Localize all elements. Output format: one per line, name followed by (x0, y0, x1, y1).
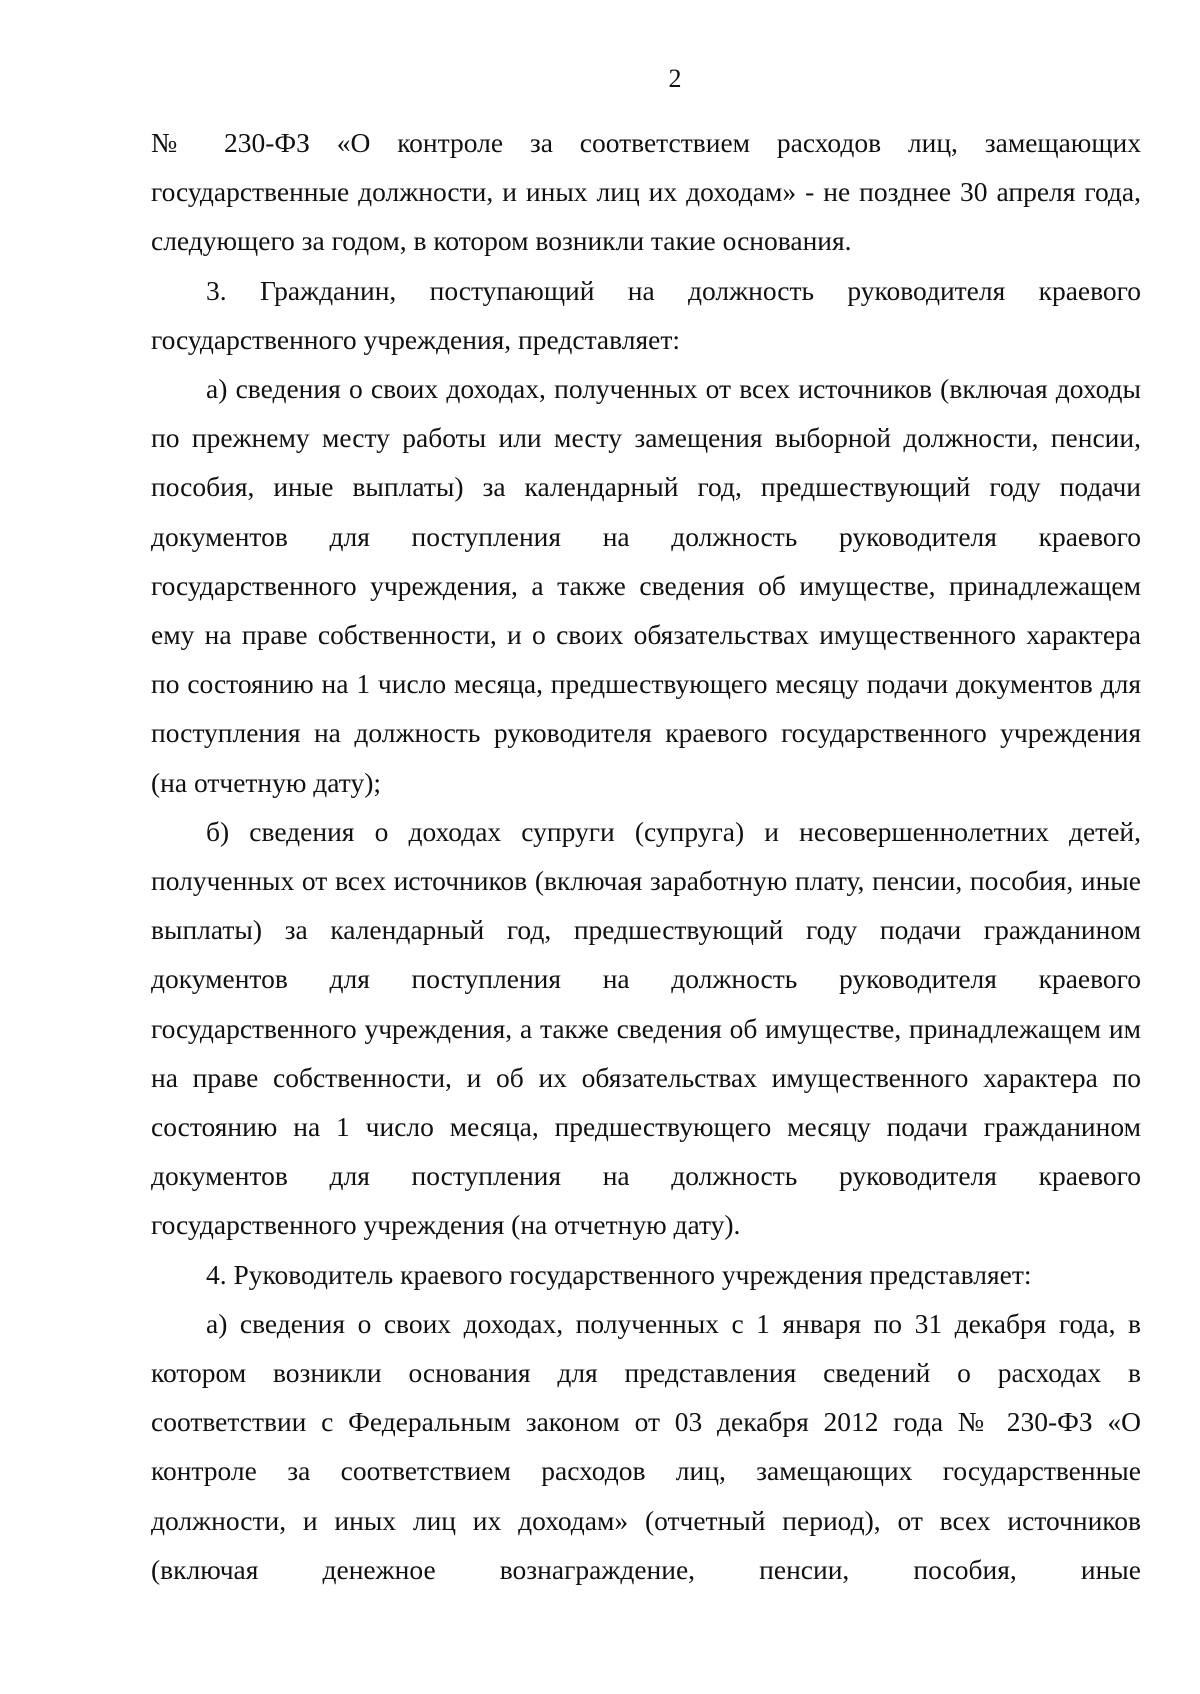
paragraph-item-3b: б) сведения о доходах супруги (супруга) и несовершеннолетних детей, полученных от всех источников (включая заработную плату, пенсии, пособия, иные выплаты) за календарный год, предшествующий году подачи гражданином документов для поступления на должность руководителя краевого государственного учреждения, а также сведения об имуществе, принадлежащем им на праве собственности, и об их обязательствах имущественного характера по состоянию на 1 число месяца, предшествующего месяцу подачи гражданином документов для поступления на должность руководителя краевого государственного учреждения (на отчетную дату). (151, 815, 1141, 1241)
document-body (151, 118, 1141, 1594)
paragraph-item-4: 4. Руководитель краевого государственного учреждения представляет: (206, 1258, 1032, 1290)
page-number: 2 (668, 64, 682, 93)
paragraph-item-3a: а) сведения о своих доходах, полученных от всех источников (включая доходы по прежнему месту работы или месту замещения выборной должности, пенсии, пособия, иные выплаты) за календарный год, предшествующий году подачи документов для поступления на должность руководителя краевого государственного учреждения, а также сведения об имуществе, принадлежащем ему на праве собственности, и о своих обязательствах имущественного характера по состоянию на 1 число месяца, предшествующего месяцу подачи документов для поступления на должность руководителя краевого государственного учреждения (на отчетную дату); (151, 373, 1141, 798)
paragraph-item-3: 3. Гражданин, поступающий на должность руководителя краевого государственного учреждения, представляет: (151, 274, 1141, 355)
paragraph-continuation: № 230-ФЗ «О контроле за соответствием расходов лиц, замещающих государственные должности, и иных лиц их доходам» - не позднее 30 апреля года, следующего за годом, в котором возникли такие основания. (151, 127, 1141, 257)
paragraph-item-4a: а) сведения о своих доходах, полученных с 1 января по 31 декабря года, в котором возникли основания для представления сведений о расходах в соответствии с Федеральным законом от 03 декабря 2012 года № 230-ФЗ «О контроле за соответствием расходов лиц, замещающих государственные должности, и иных лиц их доходам» (отчетный период), от всех источников (включая денежное вознаграждение, пенсии, пособия, иные (151, 1307, 1141, 1585)
